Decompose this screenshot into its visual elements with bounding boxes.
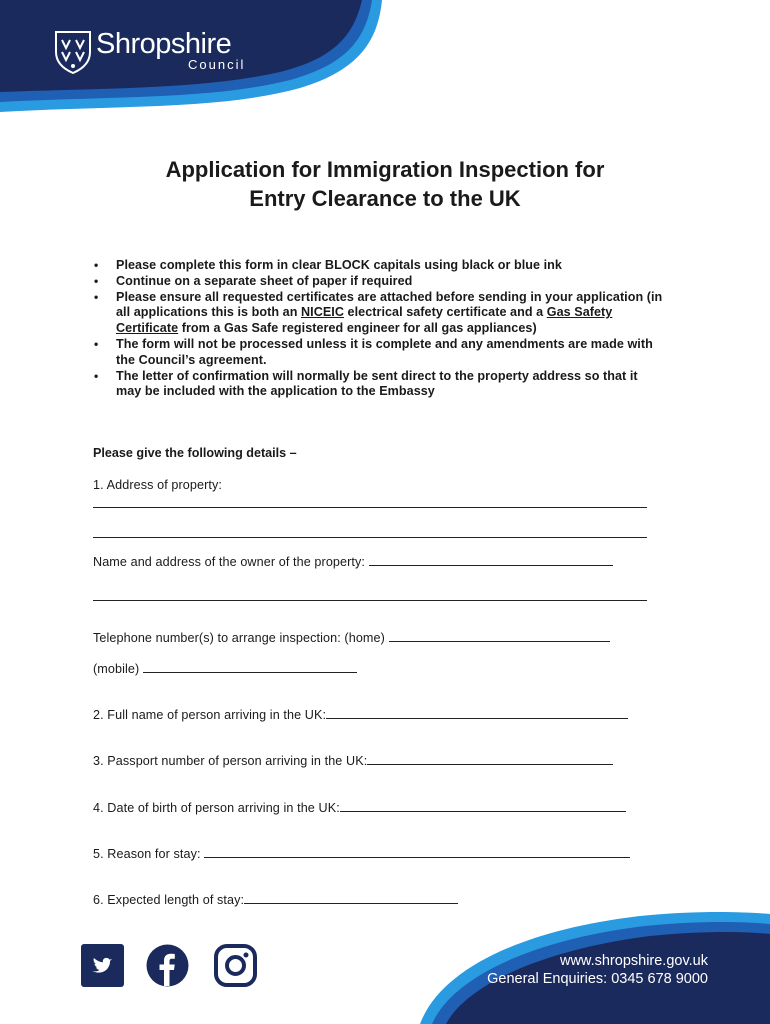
- facebook-icon[interactable]: [146, 944, 189, 987]
- council-logo[interactable]: [54, 30, 245, 74]
- council-name: Shropshire: [96, 28, 232, 60]
- niceic-link[interactable]: NICEIC: [301, 305, 344, 320]
- phone-home-label: Telephone number(s) to arrange inspection: (home): [93, 631, 385, 645]
- passport-field[interactable]: [367, 754, 613, 765]
- reason-row: [93, 847, 630, 861]
- twitter-icon[interactable]: [81, 944, 124, 987]
- phone-mobile-field[interactable]: [143, 662, 357, 673]
- full-name-label: 2. Full name of person arriving in the UK:: [93, 708, 327, 722]
- phone-mobile-label: (mobile): [93, 662, 140, 676]
- footer-enquiries: General Enquiries: 0345 678 9000: [487, 971, 708, 987]
- reason-label: 5. Reason for stay:: [93, 847, 201, 861]
- passport-label: 3. Passport number of person arriving in the UK:: [93, 754, 368, 768]
- address-line-1[interactable]: [93, 497, 647, 511]
- owner-field[interactable]: [369, 555, 613, 566]
- dob-label: 4. Date of birth of person arriving in the UK:: [93, 801, 340, 815]
- instruction-text: from a Gas Safe registered engineer for all gas appliances): [178, 321, 537, 336]
- reason-field[interactable]: [204, 847, 630, 858]
- instruction-item: [94, 290, 664, 337]
- council-subname: Council: [188, 57, 246, 72]
- passport-row: [93, 754, 613, 768]
- instruction-item: • Please complete this form in clear BLOCK capitals using black or blue ink: [94, 258, 664, 274]
- instruction-text: Please ensure all requested certificates are attached before sending in your application (in all applications this is both an: [116, 289, 663, 320]
- instructions-list: [94, 258, 664, 400]
- owner-row: [93, 555, 613, 569]
- form-intro: Please give the following details –: [93, 446, 297, 460]
- phone-home-field[interactable]: [389, 631, 610, 642]
- address-line-2[interactable]: [93, 527, 647, 541]
- footer-website[interactable]: www.shropshire.gov.uk: [559, 953, 708, 969]
- length-label: 6. Expected length of stay:: [93, 893, 245, 907]
- owner-label: Name and address of the owner of the property:: [93, 555, 366, 569]
- instruction-item: • The letter of confirmation will normally be sent direct to the property address so that it may be included with the application to the Embassy: [94, 369, 664, 401]
- dob-field[interactable]: [340, 801, 626, 812]
- instagram-icon[interactable]: [214, 944, 257, 987]
- footer-contact: [487, 952, 708, 988]
- address-label: 1. Address of property:: [93, 478, 223, 492]
- gas-safety-link[interactable]: Gas Safety Certificate: [116, 305, 613, 336]
- full-name-row: [93, 708, 628, 722]
- phone-home-row: [93, 631, 610, 645]
- instruction-text: electrical safety certificate and a: [343, 305, 547, 320]
- page-title: [0, 155, 770, 213]
- full-name-field[interactable]: [326, 708, 628, 719]
- owner-line-2[interactable]: [93, 590, 647, 604]
- title-line-1: Application for Immigration Inspection for: [165, 157, 605, 182]
- council-crest-icon: [54, 30, 92, 74]
- instruction-item: • The form will not be processed unless it is complete and any amendments are made with the Council’s agreement.: [94, 337, 664, 369]
- title-line-2: Entry Clearance to the UK: [249, 186, 521, 211]
- instruction-item: • Continue on a separate sheet of paper if required: [94, 274, 664, 290]
- dob-row: [93, 801, 626, 815]
- phone-mobile-row: [93, 662, 357, 676]
